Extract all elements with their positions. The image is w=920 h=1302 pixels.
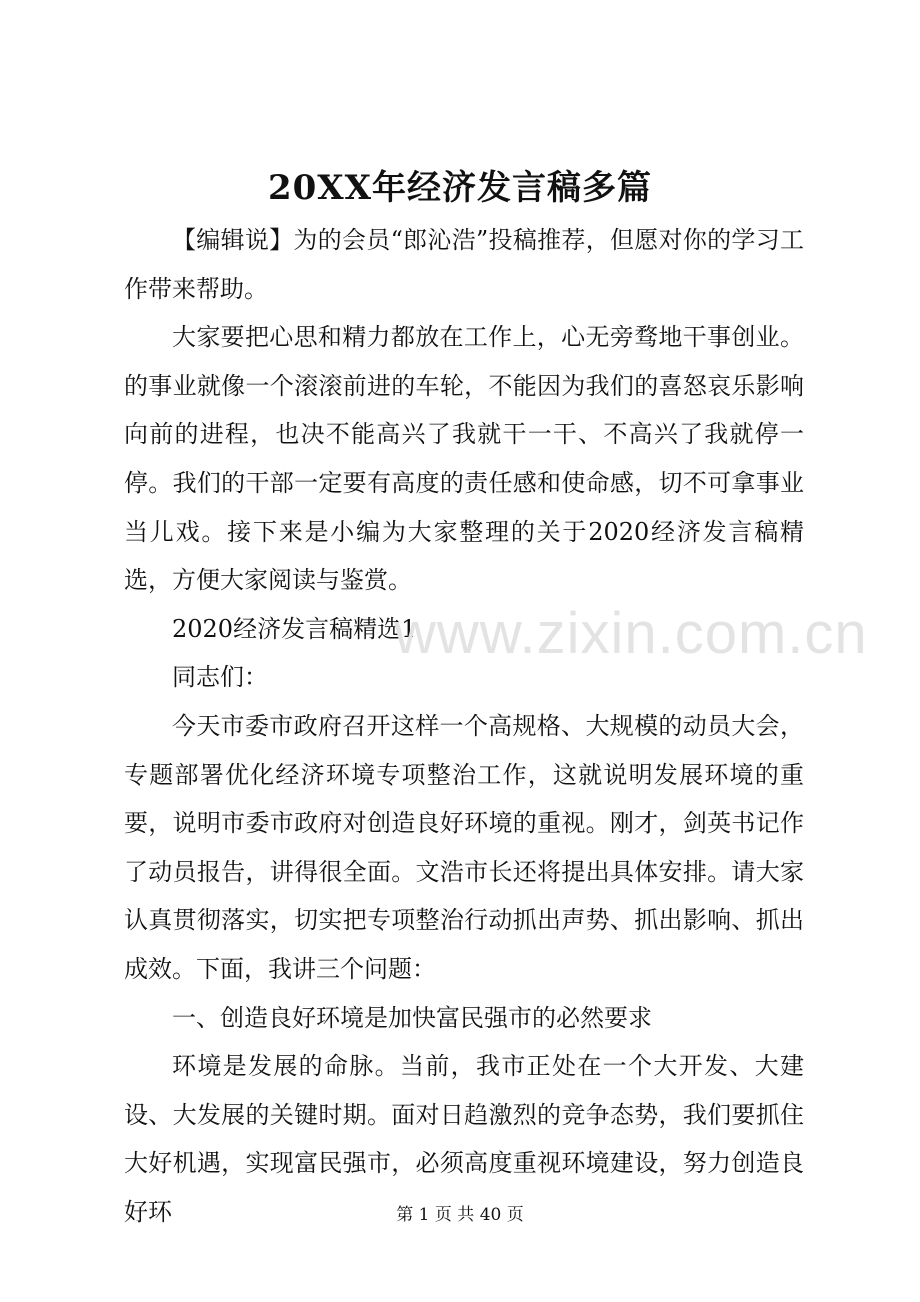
subsection-heading: 一、创造良好环境是加快富民强市的必然要求 — [172, 1003, 652, 1032]
document-body — [124, 216, 804, 1236]
paragraph-editor-note: 【编辑说】为的会员“郎沁浩”投稿推荐，但愿对你的学习工作带来帮助。 — [124, 226, 804, 303]
watermark: www.zixin.com.cn — [394, 601, 868, 666]
paragraph-speech: 今天市委市政府召开这样一个高规格、大规模的动员大会，专题部署优化经济环境专项整治工作，这就说明发展环境的重要，说明市委市政府对创造良好环境的重视。刚才，剑英书记作了动员报告，讲得很全面。文浩市长还将提出具体安排。请大家认真贯彻落实，切实把专项整治行动抓出声势、抓出影响、抓出成效。下面，我讲三个问题： — [124, 711, 804, 983]
paragraph-salutation: 同志们： — [172, 663, 268, 692]
section-heading: 2020经济发言稿精选1 — [172, 614, 417, 643]
page-footer: 第 1 页 共 40 页 — [396, 1205, 524, 1225]
paragraph-intro: 大家要把心思和精力都放在工作上，心无旁骛地干事创业。的事业就像一个滚滚前进的车轮，不能因为我们的喜怒哀乐影响向前的进程，也决不能高兴了我就干一干、不高兴了我就停一停。我们的干部一定要有高度的责任感和使命感，切不可拿事业当儿戏。接下来是小编为大家整理的关于2020经济发言稿精选，方便大家阅读与鉴赏。 — [124, 323, 804, 595]
paragraph-environment: 环境是发展的命脉。当前，我市正处在一个大开发、大建设、大发展的关键时期。面对日趋激烈的竞争态势，我们要抓住大好机遇，实现富民强市，必须高度重视环境建设，努力创造良好环 — [124, 1052, 804, 1226]
document-title: 20XX年经济发言稿多篇 — [267, 168, 653, 208]
